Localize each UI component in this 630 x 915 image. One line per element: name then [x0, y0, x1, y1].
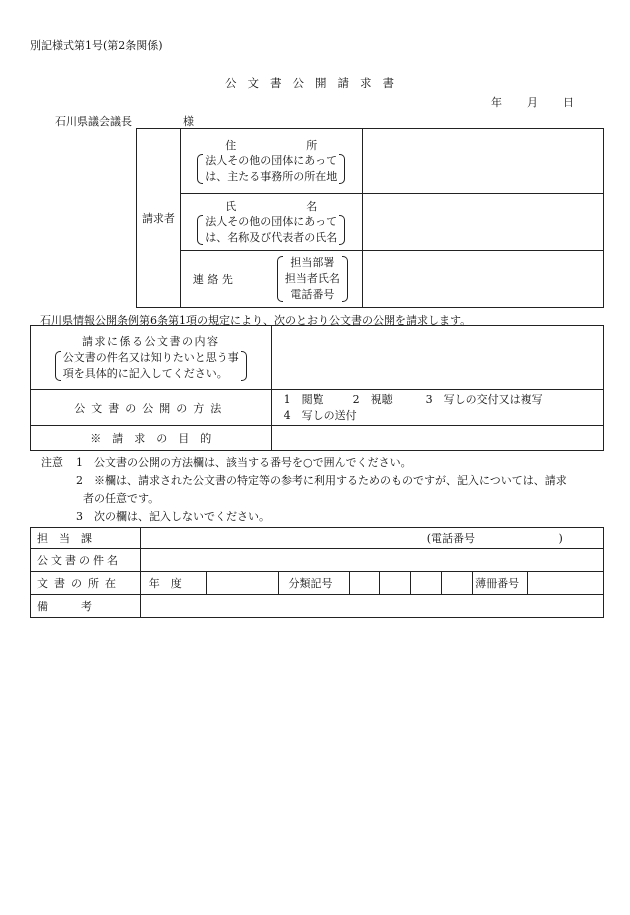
book-label: 薄冊番号 — [473, 572, 528, 595]
office-use-table — [30, 527, 604, 618]
name-input[interactable] — [362, 194, 603, 251]
contact-note: 担当部署 担当者氏名 電話番号 — [277, 255, 348, 303]
content-label: 請求に係る公文書の内容 — [82, 334, 220, 348]
note-3: 3 次の欄は、記入しないでください。 — [76, 510, 270, 523]
address-head-left: 住 — [225, 139, 237, 152]
phone-close: ) — [558, 532, 563, 545]
address-head-right: 所 — [306, 139, 318, 152]
subject-value — [140, 549, 603, 572]
method-options — [271, 390, 603, 426]
location-label: 文書の所在 — [31, 572, 141, 595]
class-box-2 — [380, 572, 411, 595]
class-label: 分類記号 — [278, 572, 350, 595]
request-statement: 石川県情報公開条例第6条第1項の規定により、次のとおり公文書の公開を請求します。 — [40, 314, 472, 327]
addressee: 石川県議会議長 — [55, 115, 132, 128]
requester-group-label: 請求者 — [137, 129, 181, 308]
requester-table — [136, 128, 604, 308]
note-2: 2 ※欄は、請求された公文書の特定等の参考に利用するためのものですが、記入については、請求 — [76, 474, 567, 487]
content-label-cell — [31, 326, 272, 390]
address-label-cell — [180, 129, 362, 194]
method-option-viewing[interactable]: 2 視聴 — [352, 392, 393, 406]
method-label: 公文書の公開の方法 — [31, 390, 272, 426]
dept-value — [140, 528, 603, 549]
class-box-4 — [442, 572, 473, 595]
name-note: 法人その他の団体にあって は、名称及び代表者の氏名 — [197, 214, 345, 246]
class-box-3 — [411, 572, 442, 595]
phone-label: (電話番号 — [426, 532, 476, 545]
request-table — [30, 325, 604, 451]
name-head-right: 名 — [306, 200, 318, 213]
address-note: 法人その他の団体にあって は、主たる事務所の所在地 — [197, 153, 345, 185]
remarks-value — [140, 595, 603, 618]
content-input[interactable] — [271, 326, 603, 390]
subject-label: 公文書の件名 — [31, 549, 141, 572]
note-2-cont: 者の任意です。 — [83, 492, 160, 505]
class-box-1 — [350, 572, 380, 595]
page-title: 公文書公開請求書 — [225, 76, 405, 90]
contact-label-cell — [180, 251, 362, 308]
addressee-honorific: 様 — [183, 115, 194, 128]
method-option-mail[interactable]: 4 写しの送付 — [283, 408, 357, 422]
year-label: 年 度 — [140, 572, 206, 595]
contact-input[interactable] — [362, 251, 603, 308]
date-day-label: 日 — [563, 96, 574, 109]
purpose-input[interactable] — [271, 426, 603, 451]
name-label-cell — [180, 194, 362, 251]
date-year-label: 年 — [491, 96, 502, 109]
form-number: 別記様式第1号(第2条関係) — [30, 39, 163, 52]
notes-label: 注意 — [41, 456, 63, 469]
contact-label: 連 絡 先 — [192, 273, 233, 286]
note-1: 1 公文書の公開の方法欄は、該当する番号を○で囲んでください。 — [76, 456, 412, 469]
purpose-label: ※ 請 求 の 目 的 — [31, 426, 272, 451]
book-value — [528, 572, 604, 595]
address-input[interactable] — [362, 129, 603, 194]
content-note: 公文書の件名又は知りたいと思う事 項を具体的に記入してください。 — [55, 350, 247, 382]
name-head-left: 氏 — [225, 200, 237, 213]
year-value — [206, 572, 278, 595]
remarks-label: 備 考 — [31, 595, 141, 618]
method-option-copy[interactable]: 3 写しの交付又は複写 — [425, 392, 543, 406]
date-month-label: 月 — [527, 96, 538, 109]
method-option-inspection[interactable]: 1 閲覧 — [283, 392, 324, 406]
dept-label: 担 当 課 — [31, 528, 141, 549]
